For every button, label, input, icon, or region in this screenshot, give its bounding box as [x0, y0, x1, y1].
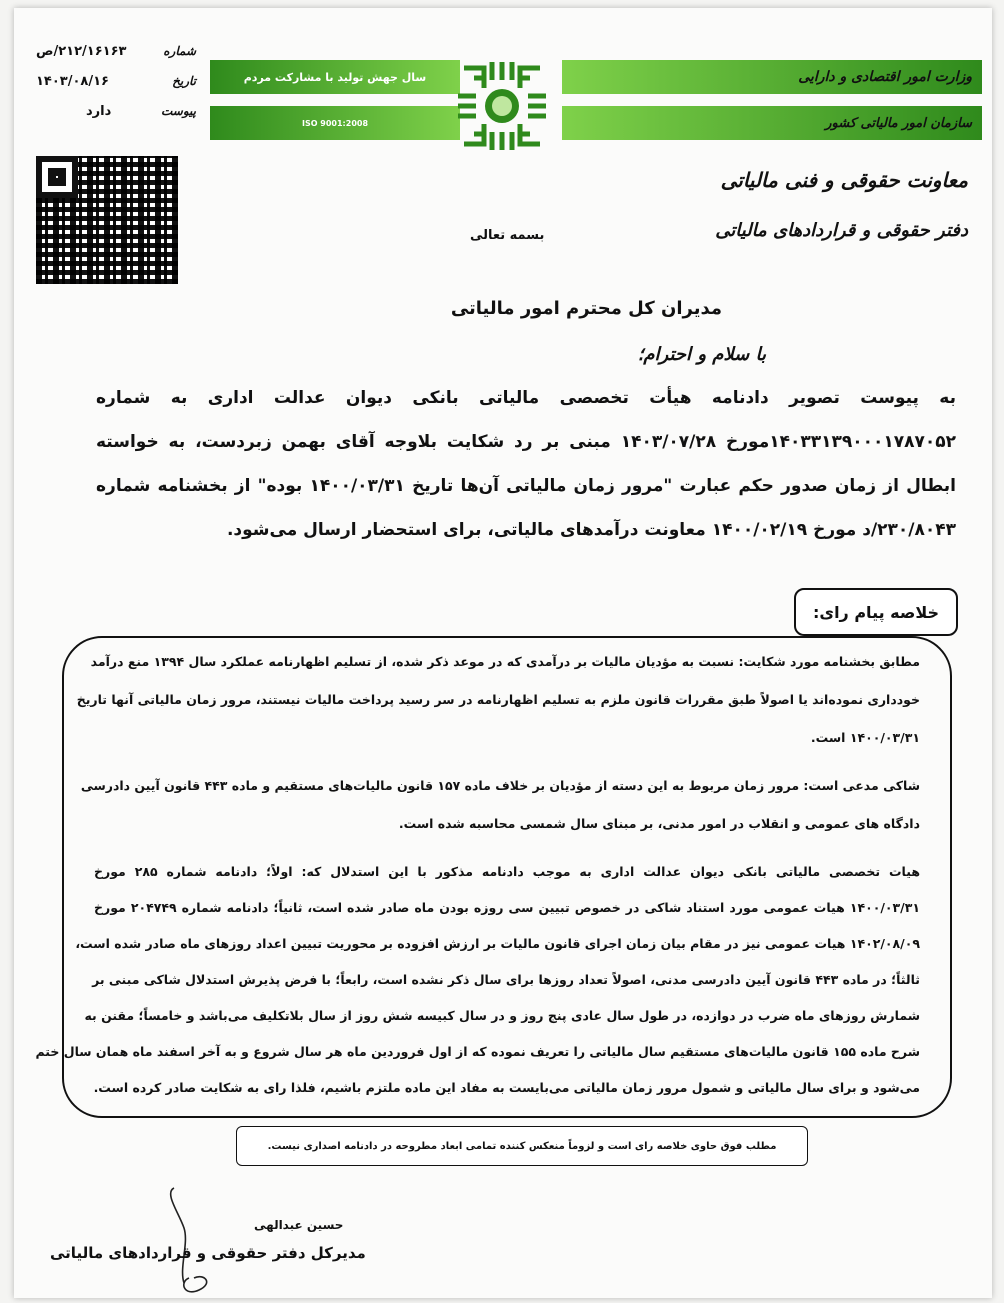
summary-line: ثالثاً؛ در ماده ۴۴۳ قانون آیین دادرسی مدنی، اصولاً تعداد روزها برای سال ذکر نشده است، رابعاً؛ با فرض پذیرش استدلال شاکی مبنی بر — [92, 972, 920, 987]
letter-date: ۱۴۰۳/۰۸/۱۶ — [36, 73, 109, 89]
body-line: به پیوست تصویر دادنامه هیأت تخصصی مالیاتی بانکی دیوان عدالت اداری به شماره — [96, 388, 956, 408]
iso-band — [210, 106, 460, 140]
signatory-title: مدیرکل دفتر حقوقی و قراردادهای مالیاتی — [50, 1244, 366, 1262]
body-line: ۱۴۰۳۳۱۳۹۰۰۰۱۷۸۷۰۵۲مورخ ۱۴۰۳/۰۷/۲۸ مبنی بر رد شکایت بلاوجه آقای بهمن زبردست، به خواسته — [96, 432, 957, 452]
letter-meta — [36, 36, 196, 126]
summary-line: شاکی مدعی است: مرور زمان مربوط به این دسته از مؤدیان بر خلاف ماده ۱۵۷ قانون مالیات‌های مستقیم و ماده ۴۴۳ قانون آیین دادرسی — [80, 778, 920, 793]
number-label: شماره — [163, 44, 196, 58]
letter-body — [96, 388, 956, 564]
summary-line: مطابق بخشنامه مورد شکایت: نسبت به مؤدیان مالیات بر درآمدی که در موعد ذکر شده، از تسلیم اظهارنامه عملکرد سال ۱۳۹۴ منع درآمد — [90, 654, 920, 669]
summary-line: شرح ماده ۱۵۵ قانون مالیات‌های مستقیم سال مالیاتی را تعریف نموده که از اول فروردین ماه هر سال شروع و به آخر اسفند ماه همان سال ختم — [35, 1044, 920, 1059]
office-name: دفتر حقوقی و قراردادهای مالیاتی — [715, 220, 968, 241]
deputy-name: معاونت حقوقی و فنی مالیاتی — [720, 168, 968, 192]
tax-organization-logo-icon — [454, 58, 550, 154]
summary-line: شمارش روزهای ماه ضرب در دوازده، در طول سال عادی پنج روز و در سال کبیسه شش روز از سال بلاتکلیف می‌باشد و خامساً؛ مقنن به — [84, 1008, 920, 1023]
summary-text — [35, 654, 920, 1116]
organization-name: سازمان امور مالیاتی کشور — [825, 115, 972, 131]
invocation: بسمه تعالی — [470, 228, 545, 243]
ministry-band — [562, 60, 982, 94]
summary-line: ۱۴۰۲/۰۸/۰۹ هیات عمومی نیز در مقام بیان زمان اجرای قانون مالیات بر ارزش افزوده بر محوریت تبیین اعداد روزهای ماه صادر شده است، — [75, 936, 920, 951]
summary-title: خلاصه پیام رای: — [794, 588, 958, 636]
ministry-name: وزارت امور اقتصادی و دارایی — [798, 69, 972, 85]
body-line: ۲۳۰/۸۰۴۳/د مورخ ۱۴۰۰/۰۲/۱۹ معاونت درآمدهای مالیاتی، برای استحضار ارسال می‌شود. — [226, 520, 956, 540]
letter-number: ۲۱۲/۱۶۱۶۳/ص — [36, 43, 127, 59]
summary-line: ۱۴۰۰/۰۳/۳۱ هیات عمومی مورد استناد شاکی در خصوص تبیین سی روزه بودن ماه صادر شده است، ثانیاً؛ دادنامه شماره ۲۰۴۷۴۹ مورخ — [94, 900, 920, 915]
date-label: تاریخ — [172, 74, 196, 88]
attachment-label: پیوست — [161, 104, 196, 118]
summary-line: خودداری نموده‌اند یا اصولاً طبق مقررات قانون ملزم به تسلیم اظهارنامه در سر رسید پرداخت مالیات نیستند، مرور زمان مالیاتی آنها تاریخ — [76, 692, 920, 707]
signatory-name: حسین عبدالهی — [254, 1218, 344, 1232]
body-line: ابطال از زمان صدور حکم عبارت "مرور زمان مالیاتی آن‌ها تاریخ ۱۴۰۰/۰۳/۳۱ بوده" از بخشنامه شماره — [96, 476, 956, 496]
organization-band — [562, 106, 982, 140]
qr-code — [36, 156, 178, 284]
attachment-value: دارد — [86, 103, 112, 119]
summary-line: ۱۴۰۰/۰۳/۳۱ است. — [810, 730, 920, 745]
slogan-text: سال جهش تولید با مشارکت مردم — [243, 70, 427, 84]
greeting: با سلام و احترام؛ — [637, 344, 766, 365]
iso-text: ISO 9001:2008 — [301, 118, 369, 128]
summary-line: دادگاه های عمومی و انقلاب در امور مدنی، بر مبنای سال شمسی محاسبه شده است. — [398, 816, 920, 831]
summary-line: می‌شود و برای سال مالیاتی و شمول مرور زمان مالیاتی می‌بایست به مفاد این ماده ملتزم باشیم، فلذا رای به شکایت صادر کرده است. — [93, 1080, 920, 1095]
addressee: مدیران کل محترم امور مالیاتی — [450, 298, 722, 319]
slogan-band — [210, 60, 460, 94]
letter-page — [14, 8, 992, 1298]
signature-scribble-icon — [134, 1178, 294, 1298]
summary-line: هیات تخصصی مالیاتی بانکی دیوان عدالت اداری به موجب دادنامه مذکور با این استدلال که: اولاً؛ دادنامه شماره ۲۸۵ مورخ — [94, 864, 920, 879]
disclaimer-note: مطلب فوق حاوی خلاصه رای است و لزوماً منعکس کننده تمامی ابعاد مطروحه در دادنامه اصداری نیست. — [236, 1126, 808, 1166]
